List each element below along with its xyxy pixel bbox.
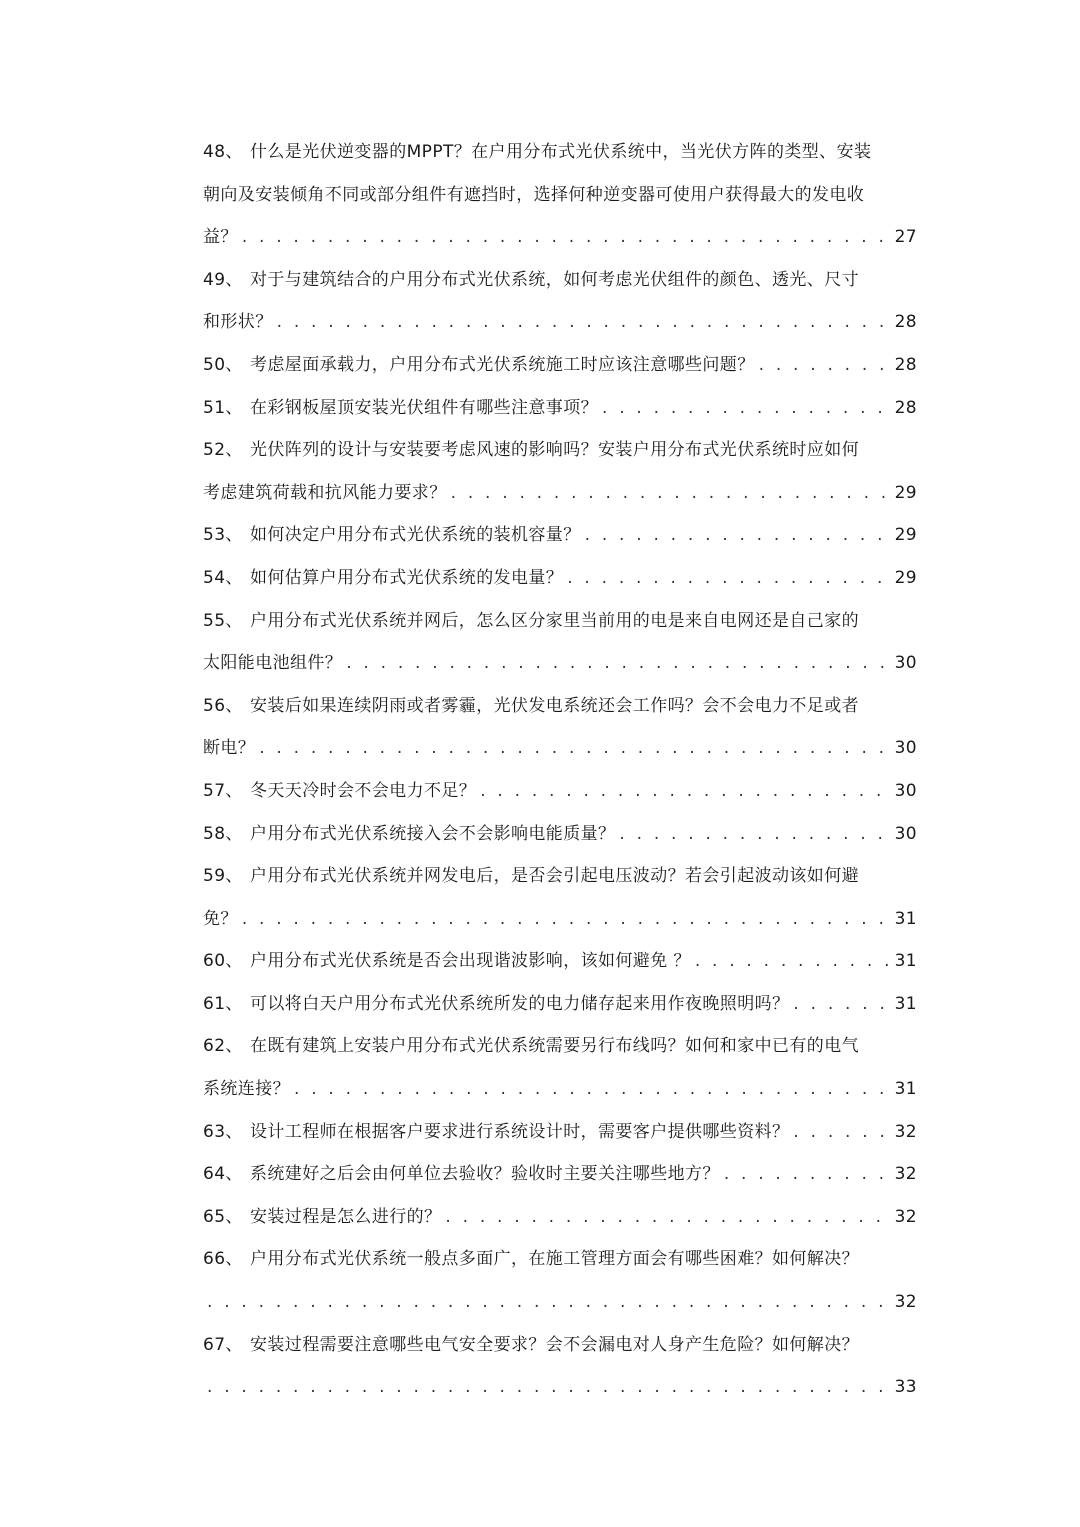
toc-entry-title: 在彩钢板屋顶安装光伏组件有哪些注意事项？	[250, 397, 598, 418]
dot-leader	[585, 514, 891, 557]
toc-page-number: 32	[894, 1164, 917, 1185]
toc-entry[interactable]	[203, 259, 917, 344]
toc-page-number: 28	[894, 312, 917, 333]
toc-entry[interactable]	[203, 131, 917, 259]
dot-leader	[793, 1111, 890, 1154]
toc-entry-number: 52、	[203, 440, 243, 461]
toc-entry-line	[203, 813, 917, 856]
toc-entry-line	[203, 387, 917, 430]
toc-entry[interactable]	[203, 685, 917, 770]
dot-leader	[346, 642, 890, 685]
toc-entry-line	[203, 1238, 917, 1281]
toc-entry-number: 54、	[203, 567, 243, 588]
toc-entry[interactable]	[203, 344, 917, 387]
toc-entry[interactable]	[203, 387, 917, 430]
dot-leader	[445, 1196, 890, 1239]
toc-page-number: 27	[894, 227, 917, 248]
toc-entry-line	[203, 983, 917, 1026]
toc-entry-number: 49、	[203, 269, 243, 290]
toc-entry[interactable]	[203, 557, 917, 600]
toc-entry-title: 太阳能电池组件？	[203, 653, 343, 674]
toc-entry-line	[203, 1068, 917, 1111]
toc-entry-title: 户用分布式光伏系统是否会出现谐波影响，该如何避免 ？	[250, 951, 691, 972]
toc-entry-line	[203, 727, 917, 770]
toc-entry-title: 断电？	[203, 738, 256, 759]
toc-entry-line	[203, 1324, 917, 1367]
toc-entry-line	[203, 131, 917, 174]
toc-entry-number: 58、	[203, 823, 243, 844]
toc-entry-line	[203, 429, 917, 472]
toc-entry-number: 51、	[203, 397, 243, 418]
toc-entry-title: 系统连接？	[203, 1079, 290, 1100]
dot-leader	[695, 940, 891, 983]
toc-page-number: 28	[894, 397, 917, 418]
toc-page-number: 32	[894, 1121, 917, 1142]
toc-entry-number: 61、	[203, 993, 243, 1014]
dot-leader	[480, 770, 890, 813]
toc-entry-title: 系统建好之后会由何单位去验收？验收时主要关注哪些地方？	[250, 1164, 720, 1185]
toc-page-number: 30	[894, 780, 917, 801]
toc-page-number: 32	[894, 1206, 917, 1227]
toc-entry-line	[203, 898, 917, 941]
toc-entry-title: 户用分布式光伏系统并网后，怎么区分家里当前用的电是来自电网还是自己家的	[250, 610, 859, 631]
toc-entry-line	[203, 855, 917, 898]
dot-leader	[207, 1366, 891, 1409]
toc-entry-line	[203, 514, 917, 557]
dot-leader	[724, 1153, 891, 1196]
toc-entry-title: 冬天天冷时会不会电力不足？	[250, 780, 477, 801]
toc-page-number: 30	[894, 823, 917, 844]
dot-leader	[242, 216, 891, 259]
toc-entry-title: 对于与建筑结合的户用分布式光伏系统，如何考虑光伏组件的颜色、透光、尺寸	[250, 269, 859, 290]
toc-entry-line	[203, 1111, 917, 1154]
toc-entry-line	[203, 770, 917, 813]
toc-entry[interactable]	[203, 514, 917, 557]
toc-entry-number: 55、	[203, 610, 243, 631]
dot-leader	[277, 301, 891, 344]
toc-page-number: 32	[894, 1292, 917, 1313]
toc-entry-number: 59、	[203, 866, 243, 887]
toc-entry-line	[203, 1366, 917, 1409]
toc-page-number: 30	[894, 653, 917, 674]
toc-entry[interactable]	[203, 429, 917, 514]
toc-entry[interactable]	[203, 813, 917, 856]
toc-entry-number: 65、	[203, 1206, 243, 1227]
toc-entry-number: 67、	[203, 1334, 243, 1355]
toc-entry-line	[203, 344, 917, 387]
toc-page-number: 29	[894, 482, 917, 503]
toc-entry-number: 66、	[203, 1249, 243, 1270]
toc-entry-title: 安装后如果连续阴雨或者雾霾，光伏发电系统还会工作吗？会不会电力不足或者	[250, 695, 859, 716]
toc-entry[interactable]	[203, 983, 917, 1026]
toc-entry-title: 考虑屋面承载力，户用分布式光伏系统施工时应该注意哪些问题？	[250, 354, 755, 375]
toc-entry-line	[203, 216, 917, 259]
toc-entry[interactable]	[203, 1153, 917, 1196]
toc-entry-title: 如何估算户用分布式光伏系统的发电量？	[250, 567, 564, 588]
toc-page-number: 29	[894, 525, 917, 546]
dot-leader	[207, 1281, 891, 1324]
toc-entry-title: 安装过程需要注意哪些电气安全要求？会不会漏电对人身产生危险？如何解决？	[250, 1334, 859, 1355]
toc-entry[interactable]	[203, 1025, 917, 1110]
toc-entry[interactable]	[203, 1238, 917, 1323]
toc-entry-title: 益？	[203, 227, 238, 248]
dot-leader	[259, 727, 890, 770]
toc-entry-title: 户用分布式光伏系统一般点多面广，在施工管理方面会有哪些困难？如何解决？	[250, 1249, 859, 1270]
dot-leader	[294, 1068, 891, 1111]
toc-entry-title: 光伏阵列的设计与安装要考虑风速的影响吗？安装户用分布式光伏系统时应如何	[250, 440, 859, 461]
toc-entry-number: 63、	[203, 1121, 243, 1142]
toc-entry-title: 免？	[203, 908, 238, 929]
toc-entry-title: 安装过程是怎么进行的？	[250, 1206, 442, 1227]
dot-leader	[619, 813, 890, 856]
toc-entry-line	[203, 1153, 917, 1196]
dot-leader	[759, 344, 891, 387]
toc-entry-line	[203, 600, 917, 643]
toc-entry-line	[203, 685, 917, 728]
toc-entry-number: 53、	[203, 525, 243, 546]
toc-page-number: 31	[894, 1079, 917, 1100]
toc-entry[interactable]	[203, 940, 917, 983]
toc-entry-number: 50、	[203, 354, 243, 375]
toc-page-number: 30	[894, 738, 917, 759]
toc-page-number: 31	[894, 908, 917, 929]
toc-entry[interactable]	[203, 1324, 917, 1409]
toc-page-number: 33	[894, 1377, 917, 1398]
toc-entry-line	[203, 1281, 917, 1324]
toc-entry-number: 64、	[203, 1164, 243, 1185]
toc-entry-title: 可以将白天户用分布式光伏系统所发的电力储存起来用作夜晚照明吗？	[250, 993, 790, 1014]
toc-entry-number: 57、	[203, 780, 243, 801]
dot-leader	[793, 983, 890, 1026]
toc-page-number: 29	[894, 567, 917, 588]
toc-entry-number: 48、	[203, 142, 243, 162]
toc-entry-number: 60、	[203, 951, 243, 972]
toc-entry[interactable]	[203, 600, 917, 685]
dot-leader	[242, 898, 891, 941]
toc-entry[interactable]	[203, 1196, 917, 1239]
toc-entry-title: 在既有建筑上安装户用分布式光伏系统需要另行布线吗？如何和家中已有的电气	[250, 1036, 859, 1057]
toc-page-number: 28	[894, 354, 917, 375]
dot-leader	[602, 387, 891, 430]
toc-entry-line	[203, 174, 917, 217]
dot-leader	[567, 557, 890, 600]
toc-entry-line	[203, 301, 917, 344]
toc-entry-line	[203, 940, 917, 983]
toc-entry-title: 考虑建筑荷载和抗风能力要求？	[203, 482, 447, 503]
toc-entry-title: 什么是光伏逆变器的MPPT？在户用分布式光伏系统中，当光伏方阵的类型、安装	[250, 142, 872, 162]
toc-entry-line	[203, 259, 917, 302]
toc-entry-line	[203, 1025, 917, 1068]
dot-leader	[451, 472, 891, 515]
toc-entry-title: 如何决定户用分布式光伏系统的装机容量？	[250, 525, 581, 546]
toc-entry-title: 户用分布式光伏系统并网发电后，是否会引起电压波动？若会引起波动该如何避	[250, 866, 859, 887]
table-of-contents	[203, 131, 917, 1409]
toc-page-number: 31	[894, 951, 917, 972]
toc-entry-line	[203, 472, 917, 515]
toc-page-number: 31	[894, 993, 917, 1014]
toc-entry-title: 朝向及安装倾角不同或部分组件有遮挡时，选择何种逆变器可使用户获得最大的发电收	[203, 184, 865, 205]
toc-entry[interactable]	[203, 770, 917, 813]
toc-entry[interactable]	[203, 855, 917, 940]
toc-entry-line	[203, 557, 917, 600]
toc-entry-number: 62、	[203, 1036, 243, 1057]
toc-entry-line	[203, 1196, 917, 1239]
toc-entry-number: 56、	[203, 695, 243, 716]
toc-entry-title: 设计工程师在根据客户要求进行系统设计时，需要客户提供哪些资料？	[250, 1121, 790, 1142]
toc-entry-title: 和形状？	[203, 312, 273, 333]
toc-entry-line	[203, 642, 917, 685]
toc-entry[interactable]	[203, 1111, 917, 1154]
toc-entry-title: 户用分布式光伏系统接入会不会影响电能质量？	[250, 823, 616, 844]
